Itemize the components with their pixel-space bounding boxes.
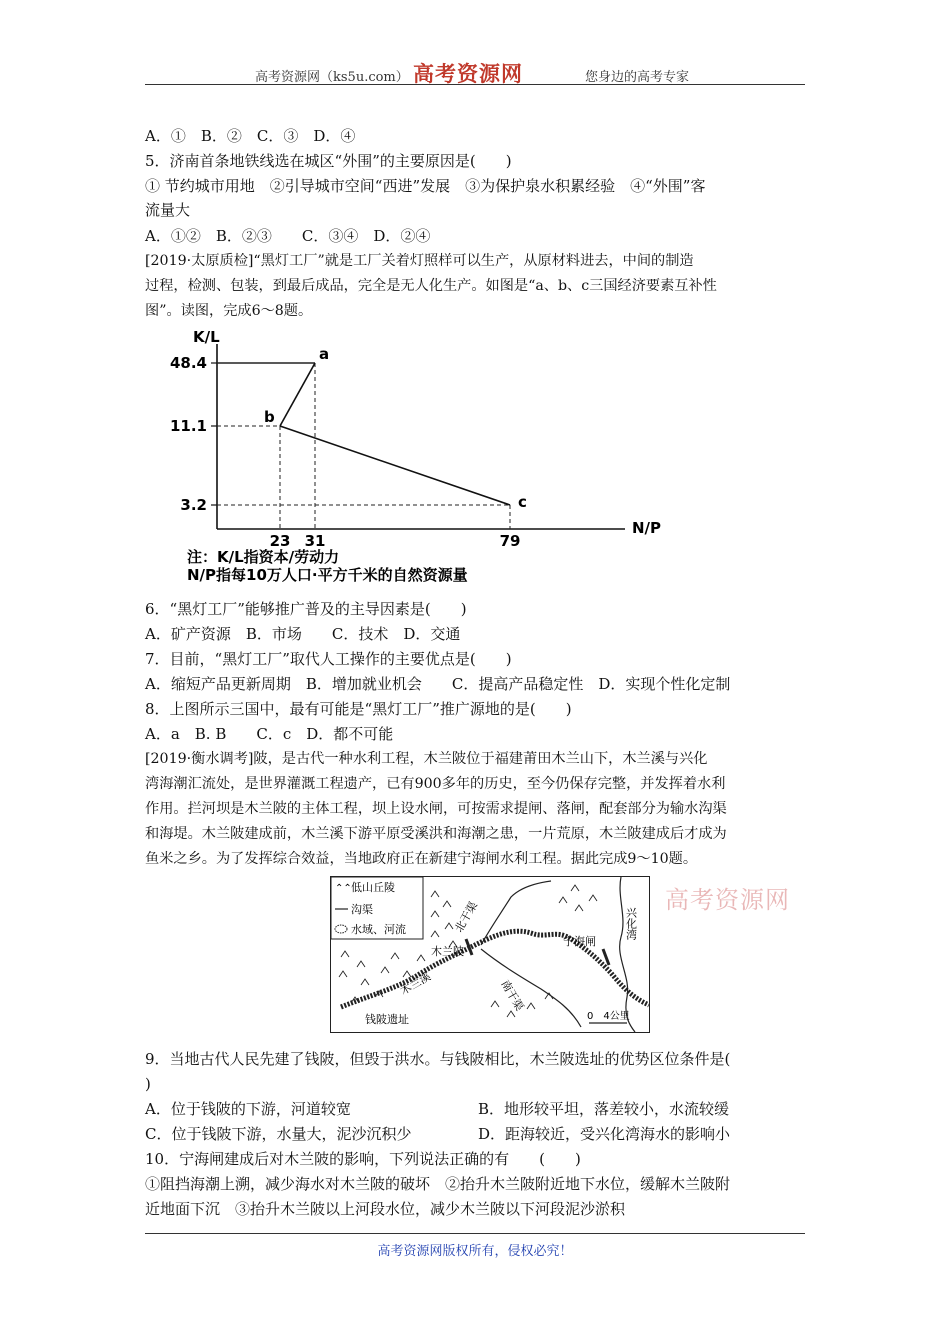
q9-option-a: A．位于钱陂的下游，河道较宽 (145, 1100, 351, 1118)
chart-note-2: N/P指每10万人口·平方千米的自然资源量 (187, 566, 468, 584)
q9-stem-2: ) (145, 1075, 151, 1093)
q7-stem: 7．目前，“黑灯工厂”取代人工操作的主要优点是( ) (145, 650, 512, 668)
chart-note-1: 注：K/L指资本/劳动力 (187, 548, 340, 566)
north-canal (481, 881, 551, 945)
y-axis-label: K/L (193, 328, 220, 346)
q10-stem: 10．宁海闸建成后对木兰陂的影响，下列说法正确的有 ( ) (145, 1150, 581, 1168)
intro1-line-2: 过程，检测、包装，到最后成品，完全是无人化生产。如图是“a、b、c三国经济要素互补性 (145, 278, 717, 294)
y-tick-label-1: 11.1 (169, 417, 207, 435)
watermark: 高考资源网 (665, 886, 790, 914)
intro2-line-1: [2019·衡水调考]陂，是古代一种水利工程，木兰陂位于福建莆田木兰山下，木兰溪与兴化 (145, 751, 708, 767)
intro2-line-5: 鱼米之乡。为了发挥综合效益，当地政府正在新建宁海闸水利工程。据此完成9～10题。 (145, 851, 698, 867)
q5-options: A．①② B．②③ C．③④ D．②④ (145, 227, 431, 245)
x-axis-label: N/P (632, 519, 662, 537)
label-xinghua: 兴化湾 (624, 907, 638, 940)
q5-statements-1: ① 节约城市用地 ②引导城市空间“西进”发展 ③为保护泉水积累经验 ④“外围”客 (145, 177, 706, 195)
header-site: 高考资源网（ks5u.com） (255, 70, 409, 85)
label-mulanpi: 木兰陂 (431, 945, 464, 958)
legend-water-icon (335, 925, 347, 933)
label-scale: 0 4公里 (587, 1011, 630, 1022)
q7-options: A．缩短产品更新周期 B．增加就业机会 C．提高产品稳定性 D．实现个性化定制 (145, 675, 731, 693)
q4-options: A．① B．② C．③ D．④ (145, 127, 356, 145)
q5-statements-2: 流量大 (145, 201, 191, 219)
intro2-line-4: 和海堤。木兰陂建成前，木兰溪下游平原受溪洪和海潮之患，一片荒原，木兰陂建成后才成为 (145, 826, 727, 842)
x-tick-label-1: 31 (304, 532, 326, 550)
legend-water: 水域、河流 (351, 923, 406, 936)
point-label-b: b (264, 408, 275, 426)
q10-statements-2: 近地面下沉 ③抬升木兰陂以上河段水位，减少木兰陂以下河段泥沙淤积 (145, 1200, 626, 1218)
legend-mountain: 低山丘陵 (351, 881, 395, 894)
q9-option-b: B．地形较平坦，落差较小，水流较缓 (478, 1100, 730, 1118)
label-ninghai: 宁海闸 (563, 935, 596, 948)
complementarity-chart (145, 326, 705, 586)
legend-mountain-icon: ⌃⌃ (335, 883, 352, 894)
page-header (145, 58, 805, 85)
q6-stem: 6．“黑灯工厂”能够推广普及的主导因素是( ) (145, 600, 467, 618)
q6-options: A．矿产资源 B．市场 C．技术 D．交通 (145, 625, 461, 643)
segment-b-a (280, 363, 315, 426)
header-logo: 高考资源网 (413, 61, 523, 86)
header-slogan: 您身边的高考专家 (585, 70, 690, 85)
q9-option-d: D．距海较近，受兴化湾海水的影响小 (478, 1125, 731, 1143)
label-mulanxi: 木兰溪 (398, 969, 434, 998)
q8-stem: 8．上图所示三国中，最有可能是“黑灯工厂”推广源地的是( ) (145, 700, 572, 718)
map-svg (331, 877, 649, 1032)
intro1-line-3: 图”。读图，完成6～8题。 (145, 303, 313, 319)
intro2-line-3: 作用。拦河坝是木兰陂的主体工程，坝上设水闸，可按需求提闸、落闸，配套部分为输水沟渠 (145, 801, 727, 817)
q9-option-c: C．位于钱陂下游，水量大，泥沙沉积少 (145, 1125, 412, 1143)
south-canal (481, 949, 581, 1027)
chart-svg (145, 326, 705, 586)
mulan-river (341, 931, 649, 1007)
chart-marks (170, 345, 527, 550)
intro1-line-1: [2019·太原质检]“黑灯工厂”就是工厂关着灯照样可以生产，从原材料进去，中间的制造 (145, 253, 694, 269)
x-tick-label-2: 79 (499, 532, 521, 550)
y-tick-label-2: 3.2 (180, 496, 207, 514)
point-label-a: a (319, 345, 330, 363)
q10-statements-1: ①阻挡海潮上溯，减少海水对木兰陂的破坏 ②抬升木兰陂附近地下水位，缓解木兰陂附 (145, 1175, 731, 1193)
y-tick-label-0: 48.4 (169, 354, 207, 372)
point-label-c: c (518, 493, 527, 511)
x-tick-label-0: 23 (269, 532, 291, 550)
intro2-line-2: 湾海潮汇流处，是世界灌溉工程遗产，已有900多年的历史，至今仍保存完整，并发挥着水利 (145, 776, 726, 792)
segment-b-c (280, 426, 510, 505)
q9-stem-1: 9．当地古代人民先建了钱陂，但毁于洪水。与钱陂相比，木兰陂选址的优势区位条件是( (145, 1050, 731, 1068)
footer-divider (145, 1233, 805, 1234)
label-nanganqu: 南干渠 (498, 978, 527, 1014)
page-footer: 高考资源网版权所有，侵权必究！ (377, 1244, 573, 1259)
legend-canal: 沟渠 (351, 903, 373, 916)
coastline (620, 877, 635, 1032)
q5-stem: 5．济南首条地铁线选在城区“外围”的主要原因是( ) (145, 152, 512, 170)
mulanpi-map (330, 876, 650, 1033)
label-beiganqu: 北干渠 (452, 899, 481, 935)
q8-options: A．a B. B C．c D．都不可能 (145, 725, 394, 743)
label-qianpi: 钱陂遗址 (365, 1013, 409, 1026)
